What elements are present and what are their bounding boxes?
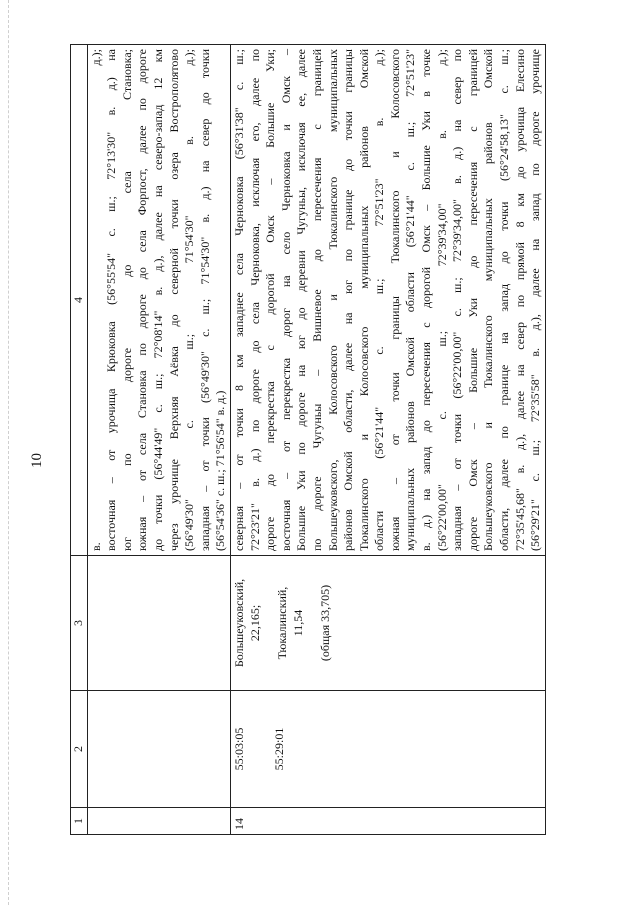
cadastral-code: 55:03:05 (231, 727, 246, 771)
header-cell: 3 (71, 556, 88, 691)
text-line: по дороге Чугуньы – Вишневое до пересечения с границей (309, 49, 324, 551)
empty-cell (87, 556, 230, 691)
area-total: (общая 33,705) (318, 584, 333, 662)
text-line: Большеуковского и Тюкалинского муниципальных районов Омской (481, 49, 496, 551)
text-line: 72°35'45,68" в. д.), далее на север по прямой 8 км до урочища Елесино (512, 49, 527, 551)
text-line: в. д.) на запад до пересечения с дорогой Омск – Большие Уки в точке (419, 49, 434, 551)
text-line: 72°23'21" в. д.) по дороге до села Черноковка, исключая его, далее по (247, 49, 262, 551)
text-line: восточная – от перекрестка дорог на село Черноковка и Омск – (278, 49, 293, 551)
text-line: восточная – от урочища Крюковка (56°55'54" с. ш.; 72°13'30" в. д.) на (104, 49, 119, 551)
text-line: муниципальных районов Омской области (56°21'44" с. ш.; 72°51'23" (403, 49, 418, 551)
text-line: (56°22'00,00" с. ш.; 72°39'34,00" в. д.); (434, 49, 449, 551)
cadastral-code: 55:29:01 (271, 727, 286, 771)
empty-cell (87, 808, 230, 835)
text-line: через урочище Верхняя Аёвка до северной точки озера Вострополятово (166, 49, 181, 551)
text-line: южная – от точки границы Тюкалинского и Колосовского (387, 49, 402, 551)
area-district: Большеуковский, (231, 578, 246, 668)
text-line: Большеуковского, Колосовского и Тюкалинского муниципальных (325, 49, 340, 551)
header-cell: 4 (71, 45, 88, 556)
text-line: до точки (56°44'49" с. ш.; 72°08'14" в. д.), далее на северо-запад 12 км (150, 49, 165, 551)
header-cell: 2 (71, 691, 88, 808)
cadastral-codes (230, 691, 545, 808)
continuation-row (87, 45, 230, 835)
text-line: северная – от точки 8 км западнее села Черноковка (56°31'38" с. ш.; (231, 49, 246, 551)
text-line: (56°29'21" с. ш.; 72°35'58" в. д.), далее на запад по дороге урочище (528, 49, 543, 551)
table-header-row (71, 45, 88, 835)
table-row-14 (230, 45, 545, 835)
document-table (70, 44, 546, 835)
area-district: Тюкалинский, (275, 586, 290, 660)
text-line: (56°54'36" с. ш.; 71°56'54" в. д.) (213, 390, 228, 551)
text-line: южная – от села Становка по дороге до села Форпост, далее по дороге (135, 49, 150, 551)
text-line: Большие Уки по дороге на юг до деревни Чугуньы, исключая ее, далее (294, 49, 309, 551)
text-line: области (56°21'44" с. ш.; 72°51'23" в. д.); (372, 49, 387, 551)
text-line: дороге Омск – Большие Уки до пересечения с границей (465, 49, 480, 551)
scan-edge (8, 0, 9, 905)
text-line: Тюкалинского и Колосовского муниципальных районов Омской (356, 49, 371, 551)
row-number: 14 (230, 808, 545, 835)
header-cell: 1 (71, 808, 88, 835)
empty-cell (87, 691, 230, 808)
text-line: юг по дороге до села Становка; (119, 49, 134, 551)
text-line: области, далее по границе на запад до точки (56°24'58,13" с. ш.; (497, 49, 512, 551)
text-line: (56°49'30" с. ш.; 71°54'30" в. д.); (182, 49, 197, 551)
text-line: в. д.); (88, 49, 103, 551)
text-line: западная – от точки (56°49'30" с. ш.; 71°54'30" в. д.) на север до точки (197, 49, 212, 551)
area-cell (230, 556, 545, 691)
text-line: районов Омской области, далее на юг по границе до точки границы (341, 49, 356, 551)
area-value: 11,54 (290, 609, 305, 637)
page-number: 10 (29, 453, 45, 468)
area-value: 22,165; (247, 604, 262, 642)
text-line: западная – от точки (56°22'00,00" с. ш.; 72°39'34,00" в. д.) на север по (450, 49, 465, 551)
boundary-description-prev (87, 45, 230, 556)
rotated-table-container (70, 45, 600, 835)
boundary-description (230, 45, 545, 556)
text-line: дороге до перекрестка с дорогой Омск – Большие Уки; (263, 49, 278, 551)
